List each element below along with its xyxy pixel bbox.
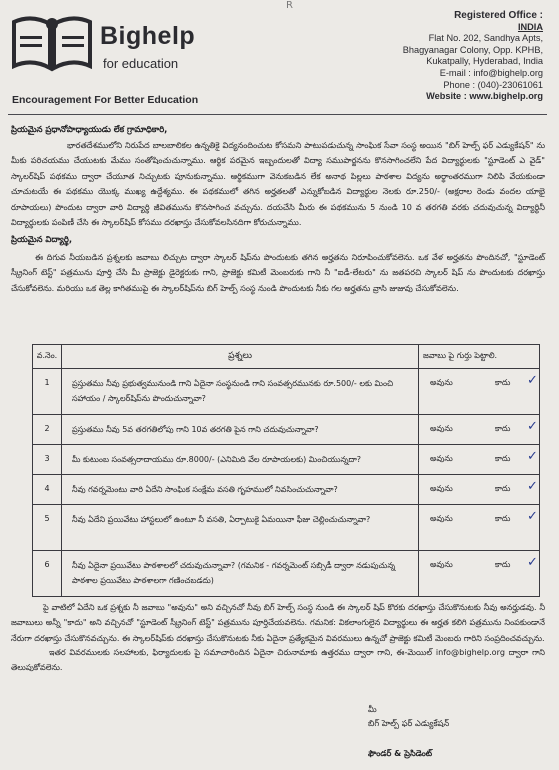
- answer-yes-option[interactable]: అవును: [430, 560, 453, 569]
- checkmark-icon: ✓: [527, 449, 538, 464]
- row-answer: [419, 445, 540, 475]
- eligibility-note-paragraph: పై వాటిలో ఏదేని ఒక ప్రశ్నకు నీ జవాబు "అవును" అని వచ్చినచో నీవు బిగ్ హెల్ప్ సంస్థ నుండి ఈ స్కాలర్ షిప్ కొరకు దరఖాస్తు చేసుకొనుటకు నీవు అనర్హుడవు. నీ జవాబులు అన్నీ "కాదు" అని వచ్చినచో "స్టూడెంట్ స్క్రీనింగ్ టెస్ట్" పత్రమును పూర్తిచేయవలెను. గమనిక: వికలాంగులైన విద్యార్థులు ఈ అర్హత కలిగి పత్రమును నింపకుండానే నేరుగా దరఖాస్తు చేసుకొనవచ్చును. ఈ స్కాలర్‌షిప్‌కు దరఖాస్తు చేసుకొనుటకు నీకు ఏదైనా ప్రత్యేకమైన వివరములు ఉన్నచో ప్రాజెక్టు కమిటీ మెంబరు గారిని సంప్రదించవచ్చును.: [11, 602, 545, 643]
- checkmark-icon: ✓: [527, 509, 538, 524]
- row-answer: [419, 369, 540, 415]
- table-row: [33, 551, 540, 597]
- col-header-number: వ.నెం.: [33, 345, 62, 369]
- row-number: 5: [33, 505, 62, 551]
- instructions-paragraph: ఈ దిగువ నీయబడిన ప్రశ్నలకు జవాబు లిచ్చుట ద్వారా స్కాలర్ షిప్‌ను పొందుటకు తగిన అర్హతను నిరూపించుకోవలెను. ఒక వేళ అర్హతను పొందినచో, "స్టూడెంట్ స్క్రీనింగ్ టెస్ట్" పత్రమును పూర్తి చేసి మీ ప్రాజెక్టు డైరెక్టరుకు గాని, ప్రాజెక్టు కమిటీ మెంబరుకు గాని నీ "ఐడీ-లేటరు" ను జతపరచి స్కాలర్ షిప్ ను పొందుటకు దరఖాస్తు చేసుకోవలెను. మరియు ఒక తెల్ల కాగితముపై ఈ స్కాలర్‌షిప్‌ను బిగ్ హెల్ప్ సంస్థ నుండి పొందుటకు నీకు గల అర్హతను వ్రాసి జుజువు చేసుకోవలెను.: [11, 252, 545, 293]
- row-number: 1: [33, 369, 62, 415]
- signature-organization: బిగ్ హెల్ప్ ఫర్ ఎడ్యుకేషన్: [368, 718, 450, 728]
- office-phone: Phone : (040)-23061061: [443, 79, 543, 90]
- row-number: 4: [33, 475, 62, 505]
- office-country: INDIA: [517, 21, 543, 32]
- table-row: [33, 505, 540, 551]
- row-question: నీవు ఏదైనా ప్రయివేటు పాఠశాలలో చదువుచున్నావా? (గమనిక - గవర్నమెంట్ సబ్సిడీ ద్వారా నడుపుచున్న పాఠశాల ప్రయివేటు పాఠశాలగా గణించబడదు): [62, 551, 419, 597]
- greeting-student: ప్రియమైన విద్యార్థి,: [11, 234, 73, 244]
- office-address-line: Bhagyanagar Colony, Opp. KPHB,: [402, 44, 543, 55]
- greeting-teacher: ప్రియమైన ప్రధానోపాధ్యాయుడు లేక గ్రామాధికారి,: [11, 124, 168, 134]
- answer-yes-option[interactable]: అవును: [430, 484, 453, 493]
- tagline: Encouragement For Better Education: [12, 94, 199, 106]
- answer-no-option[interactable]: కాదు: [495, 560, 511, 569]
- table-row: [33, 445, 540, 475]
- contact-paragraph: ఇతర వివరములకు సలహాలకు, ఫిర్యాదులకు పై సమాచారిందిన ఏదైనా చిరునామాకు ఉత్తరము ద్వారా గాని, ఈ-మెయిల్ info@bighelp.org ద్వారా గాని తెలుపుకోవలెను.: [11, 647, 545, 673]
- answer-no-option[interactable]: కాదు: [495, 424, 511, 433]
- checkmark-icon: ✓: [527, 373, 538, 388]
- answer-yes-option[interactable]: అవును: [430, 454, 453, 463]
- table-row: [33, 475, 540, 505]
- answer-no-option[interactable]: కాదు: [495, 454, 511, 463]
- answer-no-option[interactable]: కాదు: [495, 378, 511, 387]
- bighelp-book-logo-icon: [10, 14, 94, 74]
- signature-title: ఫౌండర్ & ప్రెసిడెంట్: [368, 748, 433, 758]
- table-row: [33, 369, 540, 415]
- brand-subtitle: for education: [103, 56, 179, 71]
- answer-yes-option[interactable]: అవును: [430, 378, 453, 387]
- row-question: ప్రస్తుతము నీవు 5వ తరగతిలోపు గాని 10వ తరగతి పైన గాని చదువుచున్నావా?: [62, 415, 419, 445]
- eligibility-questionnaire-table: [32, 344, 540, 597]
- col-header-answer: జవాబు పై గుర్తు పెట్టాలి.: [419, 345, 540, 369]
- row-number: 3: [33, 445, 62, 475]
- checkmark-icon: ✓: [527, 419, 538, 434]
- checkmark-icon: ✓: [527, 479, 538, 494]
- row-answer: [419, 415, 540, 445]
- office-website: Website : www.bighelp.org: [426, 91, 543, 102]
- checkmark-icon: ✓: [527, 555, 538, 570]
- answer-no-option[interactable]: కాదు: [495, 514, 511, 523]
- intro-paragraph: భారతదేశములోని నిరుపేద బాలబాలికల ఉన్నతికై విద్యనందించుట కోసమని పాటుపడుచున్న సాంఘిక సేవా సంస్థ అయిన "బిగ్ హెల్ప్ ఫర్ ఎడ్యుకేషన్" ను మీకు పరిచయము చేయుటకు మేము సంతోషించుచున్నాము. ఆర్థిక పరమైన ఇబ్బందులతో విద్యా సముపార్జనను కొనసాగించలేని పేద విద్యార్థులకు "స్టూడెంట్ ఎ వైడ్" స్కాలర్‌షిప్ పథకము ద్వారా చేయూత నిచ్చుటకు పూనుకున్నాము. ఆర్థికముగా వెనుకబడిన లేక అనాథ పిల్లలు పాఠశాల విద్యను అర్థాంతరముగా నిలిపి వేయకుండా చూచుటయే ఈ పథకము యొక్క ముఖ్య ఉద్దేశ్యము. ఈ పథకములో తగిన అర్హతలతో ఎన్నుకోబడిన విద్యార్థుల నెలకు రూ.250/- (అక్షరాల రెండు వందల యాభై రూపాయలు) పొందుట ద్వారా వారి విద్యార్థి జీవితమును కొనసాగించ వచ్చును. దయచేసి మీరు ఈ పథకమును 5 నుండి 10 వ తరగతి వరకు చదువుచున్న విద్యార్థినీ విద్యార్థులకు పంపిణీ చేసి ఈ స్కాలర్‌షిప్ కోసము దరఖాస్తు చేసుకోవలసినదిగా కోరుచున్నాము.: [11, 140, 545, 228]
- answer-no-option[interactable]: కాదు: [495, 484, 511, 493]
- row-question: నీవు ఏదేని ప్రయివేటు హాస్టలులో ఉంటూ నీ వసతి, ఏర్పాటుకై ఏమయినా ఫీజు చెల్లించుచున్నావా?: [62, 505, 419, 551]
- row-answer: [419, 475, 540, 505]
- answer-yes-option[interactable]: అవును: [430, 424, 453, 433]
- signature-yours: మీ: [368, 704, 377, 714]
- row-question: ప్రస్తుతము నీవు ప్రభుత్వమునుండి గాని ఏదైనా సంస్థనుండి గాని సంవత్సరమునకు రూ.500/- లకు మించి సహాయం / స్కాలర్‌షిప్‌ను పొందుచున్నావా?: [62, 369, 419, 415]
- row-question: నీవు గవర్నమెంటు వారి ఏదేని సాంఘిక సంక్షేమ వసతి గృహములో నివసించుచున్నావా?: [62, 475, 419, 505]
- answer-yes-option[interactable]: అవును: [430, 514, 453, 523]
- table-row: [33, 415, 540, 445]
- table-header-row: [33, 345, 540, 369]
- col-header-question: ప్రశ్నలు: [62, 345, 419, 369]
- registered-office-block: [323, 10, 543, 103]
- row-question: మీ కుటుంబ సంవత్సరాదాయము రూ.8000/- (ఎనిమిది వేల రూపాయలకు) మించియున్నదా?: [62, 445, 419, 475]
- row-number: 2: [33, 415, 62, 445]
- corner-mark: R: [286, 0, 293, 11]
- row-answer: [419, 505, 540, 551]
- row-number: 6: [33, 551, 62, 597]
- office-title: Registered Office :: [454, 10, 543, 21]
- office-address-line: Flat No. 202, Sandhya Apts,: [428, 33, 543, 44]
- header-divider: [8, 114, 547, 115]
- row-answer: [419, 551, 540, 597]
- brand-name: Bighelp: [100, 22, 196, 50]
- office-address-line: Kukatpally, Hyderabad, India: [426, 56, 543, 67]
- office-email: E-mail : info@bighelp.org: [439, 67, 543, 78]
